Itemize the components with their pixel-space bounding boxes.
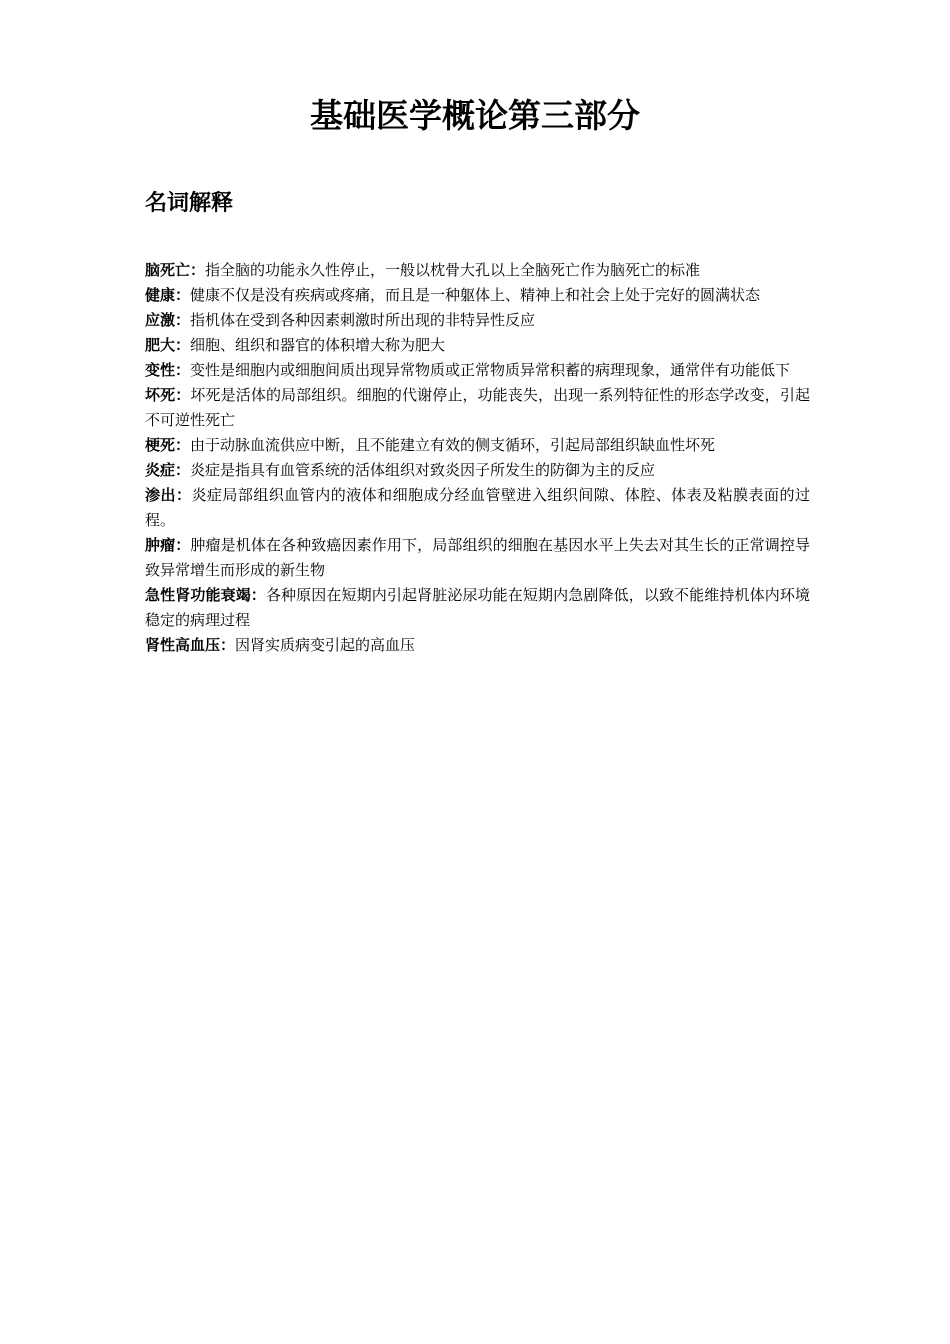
glossary-term: 肾性高血压：: [145, 636, 236, 654]
glossary-definition: 指机体在受到各种因素刺激时所出现的非特异性反应: [190, 311, 536, 329]
glossary-term: 炎症：: [145, 461, 191, 479]
glossary-list: [145, 258, 810, 658]
glossary-definition: 炎症是指具有血管系统的活体组织对致炎因子所发生的防御为主的反应: [190, 461, 656, 479]
glossary-definition: 指全脑的功能永久性停止，一般以枕骨大孔以上全脑死亡作为脑死亡的标准: [205, 261, 701, 279]
section-heading: 名词解释: [145, 191, 234, 216]
glossary-entry-hypertrophy: [145, 333, 810, 358]
glossary-entry-renal-hypertension: [145, 633, 810, 658]
glossary-term: 渗出：: [145, 486, 192, 504]
glossary-definition: 肿瘤是机体在各种致癌因素作用下，局部组织的细胞在基因水平上失去对其生长的正常调控导致异常增生而形成的新生物: [145, 536, 810, 579]
glossary-term: 急性肾功能衰竭：: [145, 586, 266, 604]
glossary-definition: 由于动脉血流供应中断，且不能建立有效的侧支循环，引起局部组织缺血性坏死: [190, 436, 716, 454]
glossary-definition: 各种原因在短期内引起肾脏泌尿功能在短期内急剧降低，以致不能维持机体内环境稳定的病理过程: [145, 586, 810, 629]
glossary-entry-inflammation: [145, 458, 810, 483]
glossary-entry-exudation: [145, 483, 810, 533]
glossary-term: 坏死：: [145, 386, 191, 404]
glossary-entry-stress: [145, 308, 810, 333]
glossary-definition: 健康不仅是没有疾病或疼痛，而且是一种躯体上、精神上和社会上处于完好的圆满状态: [190, 286, 761, 304]
glossary-term: 肥大：: [145, 336, 191, 354]
glossary-entry-brain-death: [145, 258, 810, 283]
glossary-term: 肿瘤：: [145, 536, 191, 554]
glossary-entry-acute-renal-failure: [145, 583, 810, 633]
glossary-term: 脑死亡：: [145, 261, 206, 279]
glossary-term: 变性：: [145, 361, 191, 379]
glossary-definition: 炎症局部组织血管内的液体和细胞成分经血管壁进入组织间隙、体腔、体表及粘膜表面的过程。: [145, 486, 810, 529]
glossary-term: 健康：: [145, 286, 191, 304]
glossary-term: 梗死：: [145, 436, 191, 454]
glossary-entry-tumor: [145, 533, 810, 583]
glossary-entry-degeneration: [145, 358, 810, 383]
glossary-definition: 坏死是活体的局部组织。细胞的代谢停止，功能丧失，出现一系列特征性的形态学改变，引起不可逆性死亡: [145, 386, 810, 429]
glossary-definition: 细胞、组织和器官的体积增大称为肥大: [190, 336, 446, 354]
glossary-entry-health: [145, 283, 810, 308]
glossary-definition: 因肾实质病变引起的高血压: [235, 636, 416, 654]
glossary-entry-necrosis: [145, 383, 810, 433]
glossary-definition: 变性是细胞内或细胞间质出现异常物质或正常物质异常积蓄的病理现象，通常伴有功能低下: [190, 361, 791, 379]
glossary-entry-infarction: [145, 433, 810, 458]
document-title: 基础医学概论第三部分: [310, 96, 640, 135]
glossary-term: 应激：: [145, 311, 191, 329]
